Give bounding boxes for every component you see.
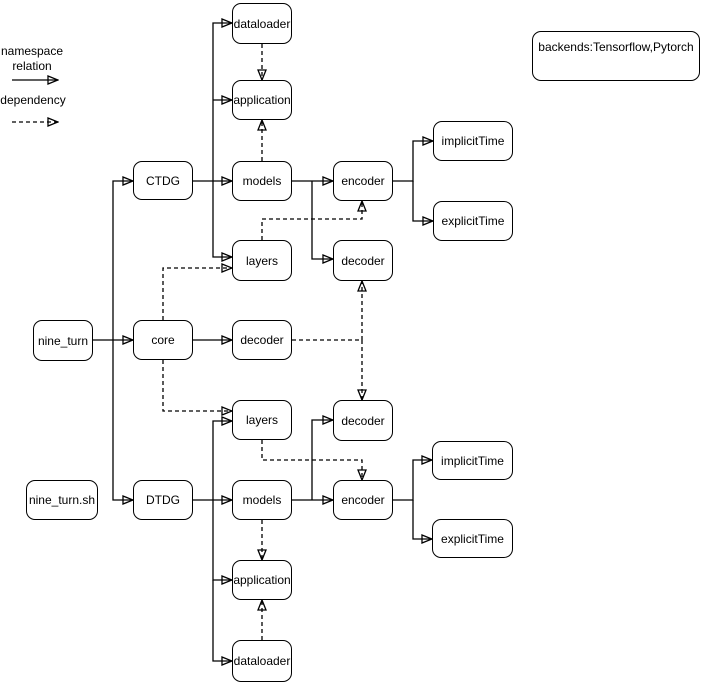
edge-dtdg-application-low (213, 500, 232, 580)
node-layers-top: layers (232, 240, 292, 281)
edge-dtdg-dataloader-low (213, 580, 232, 661)
node-dtdg: DTDG (133, 480, 193, 520)
edge-encoder-low-explicit-low (413, 500, 432, 539)
node-implicittime-top: implicitTime (433, 121, 513, 161)
edge-encoder-low-implicit-low (393, 460, 432, 500)
node-nine-turn: nine_turn (33, 320, 93, 361)
edge-nine-turn-ctdg (113, 181, 133, 340)
node-nine-turn-sh: nine_turn.sh (26, 480, 98, 520)
node-explicittime-top: explicitTime (433, 201, 513, 241)
node-encoder-top: encoder (333, 161, 393, 201)
node-core: core (133, 320, 193, 360)
edge-dtdg-layers-low (213, 421, 232, 500)
node-models-top: models (232, 161, 292, 201)
edge-nine-turn-dtdg (113, 340, 133, 500)
node-decoder-low: decoder (333, 400, 393, 441)
node-models-low: models (232, 480, 292, 520)
edge-ctdg-layers-top (213, 181, 232, 257)
legend-namespace-label (0, 44, 66, 74)
node-decoder-top: decoder (333, 240, 393, 281)
edge-core-layers-low (163, 360, 232, 411)
edge-encoder-top-implicit-top (393, 141, 433, 181)
node-explicittime-low: explicitTime (432, 519, 513, 558)
backends-note: backends:Tensorflow,Pytorch (532, 31, 700, 81)
legend-namespace-line1: namespace (0, 44, 64, 58)
node-dataloader-low: dataloader (232, 640, 292, 682)
node-application-top: application (232, 80, 292, 120)
legend-dependency-label: dependency (0, 93, 66, 107)
edge-encoder-top-explicit-top (413, 181, 433, 221)
legend-namespace-line2: relation (12, 59, 52, 73)
node-dataloader-top: dataloader (232, 3, 292, 44)
edge-ctdg-dataloader-top (213, 23, 232, 181)
node-implicittime-low: implicitTime (432, 441, 513, 480)
edge-core-layers-top (163, 268, 232, 320)
node-ctdg: CTDG (133, 161, 193, 200)
node-application-low: application (232, 560, 292, 600)
node-layers-low: layers (232, 400, 292, 440)
edge-models-top-decoder-top (312, 181, 333, 259)
node-encoder-low: encoder (333, 480, 393, 520)
node-decoder-mid: decoder (232, 320, 292, 360)
